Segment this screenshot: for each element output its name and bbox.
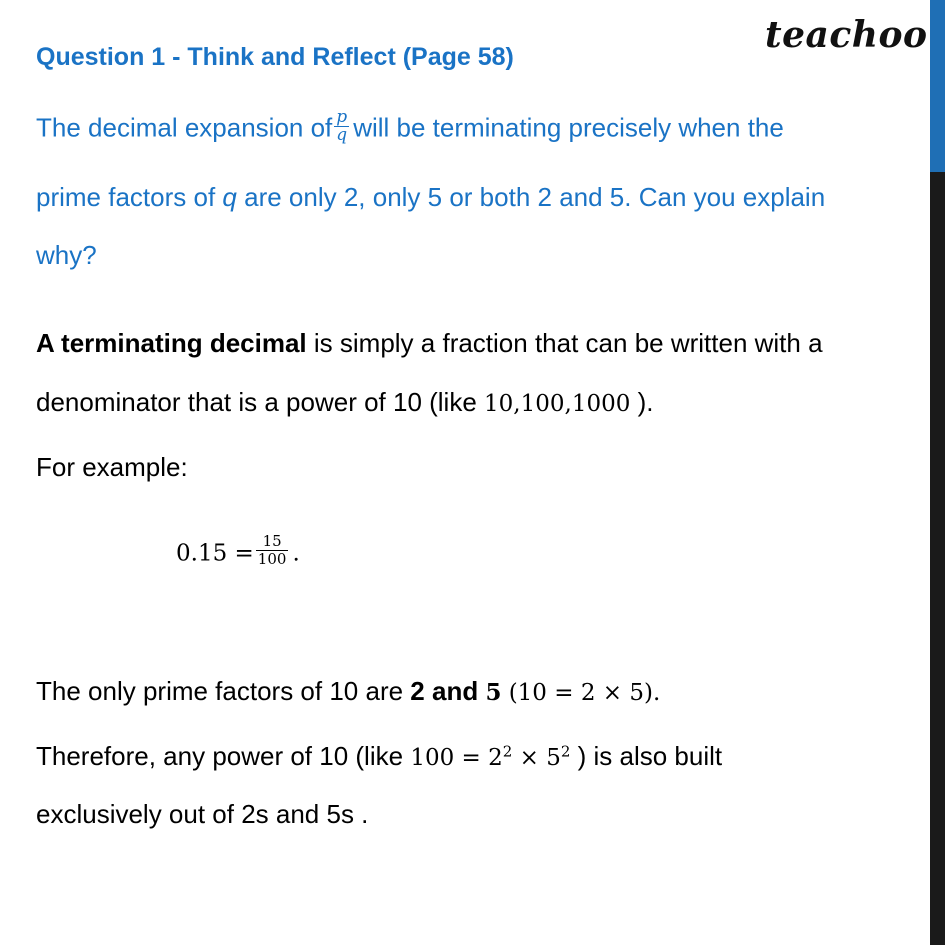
- answer-line-3: [36, 676, 660, 708]
- example-label: For example:: [36, 452, 188, 482]
- fraction-denominator: 100: [257, 550, 287, 568]
- math-lhs: 0.15 =: [176, 540, 254, 567]
- question-text: are only 2, only 5 or both 2 and 5. Can you explain: [244, 182, 826, 212]
- question-text: will be terminating precisely when the: [353, 112, 784, 143]
- exponent: 2: [560, 742, 571, 761]
- fraction-numerator: 15: [256, 533, 289, 551]
- question-line-2: [36, 182, 825, 212]
- exponent: 2: [502, 742, 513, 761]
- answer-text: ) is also built: [577, 741, 723, 771]
- variable-q: q: [222, 182, 237, 212]
- question-title: Question 1 - Think and Reflect (Page 58): [36, 43, 514, 71]
- answer-line-4: [36, 741, 722, 773]
- teachoo-logo: teachoo: [765, 14, 928, 56]
- math-powers-of-ten: 10,100,1000: [484, 391, 631, 417]
- example-fraction: [256, 533, 289, 568]
- math-part: 100 = 2: [410, 745, 503, 771]
- math-hundred-factorization: [410, 742, 571, 771]
- math-ten-factorization: (10 = 2 × 5).: [508, 680, 661, 706]
- bold-term: A terminating decimal: [36, 328, 307, 358]
- answer-text: The only prime factors of 10 are: [36, 676, 404, 706]
- answer-line-1: [36, 328, 823, 358]
- math-period: .: [292, 540, 300, 567]
- math-bold-five: 5: [485, 679, 502, 706]
- fraction-p-over-q: [334, 109, 349, 144]
- answer-line-5: exclusively out of 2s and 5s .: [36, 799, 369, 829]
- answer-text: Therefore, any power of 10 (like: [36, 741, 404, 771]
- example-equation: [176, 532, 300, 571]
- bold-factors: 2 and: [410, 676, 479, 706]
- fraction-denominator: q: [336, 125, 348, 145]
- fraction-numerator: p: [336, 107, 348, 127]
- answer-line-2: [36, 387, 653, 419]
- slide-edge-accent: [930, 0, 945, 172]
- answer-text: ).: [637, 387, 654, 417]
- question-text: prime factors of: [36, 182, 216, 212]
- question-text: The decimal expansion of: [36, 112, 333, 143]
- question-line-1: [36, 107, 784, 147]
- answer-text: denominator that is a power of 10 (like: [36, 387, 477, 417]
- math-part: × 5: [519, 745, 561, 771]
- question-line-3: why?: [36, 240, 97, 270]
- answer-text: is simply a fraction that can be written with a: [313, 328, 823, 358]
